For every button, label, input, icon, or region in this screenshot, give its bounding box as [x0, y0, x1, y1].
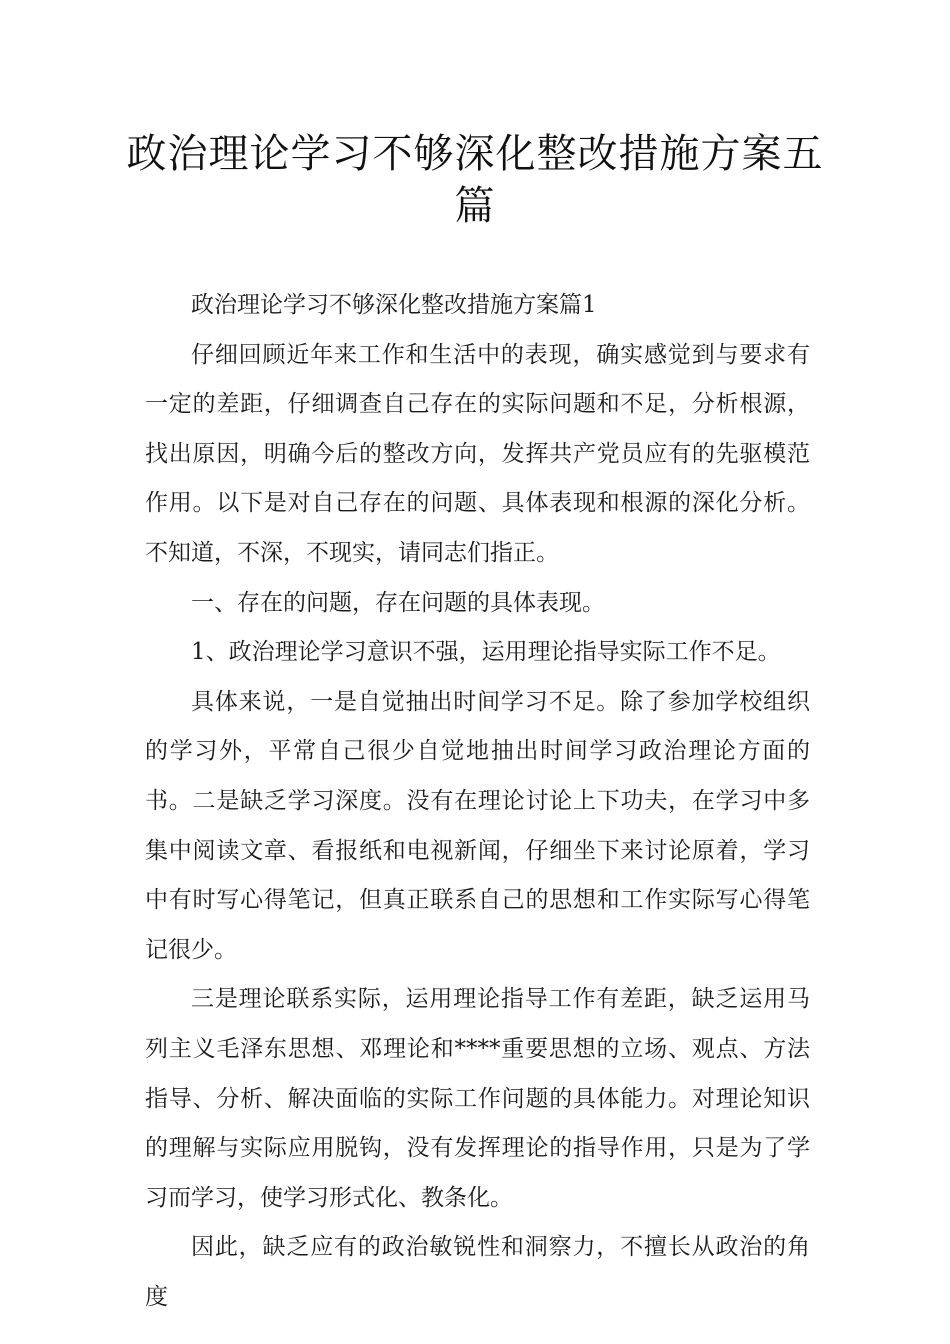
paragraph: 三是理论联系实际，运用理论指导工作有差距，缺乏运用马列主义毛泽东思想、邓理论和****重要思想的立场、观点、方法指导、分析、解决面临的实际工作问题的具体能力。对理论知识的理解与实际应用脱钩，没有发挥理论的指导作用，只是为了学习而学习，使学习形式化、教条化。 — [145, 986, 810, 1211]
document-body — [145, 281, 810, 1322]
document-title: 政治理论学习不够深化整改措施方案五篇 — [126, 131, 824, 229]
paragraph: 仔细回顾近年来工作和生活中的表现，确实感觉到与要求有一定的差距，仔细调查自己存在的实际问题和不足，分析根源，找出原因，明确今后的整改方向，发挥共产党员应有的先驱模范作用。以下是对自己存在的问题、具体表现和根源的深化分析。不知道，不深，不现实，请同志们指正。 — [145, 341, 810, 566]
paragraph: 1、政治理论学习意识不强，运用理论指导实际工作不足。 — [191, 639, 781, 666]
paragraph: 因此，缺乏应有的政治敏锐性和洞察力，不擅长从政治的角度 — [145, 1234, 810, 1310]
paragraph: 具体来说，一是自觉抽出时间学习不足。除了参加学校组织的学习外，平常自己很少自觉地抽出时间学习政治理论方面的书。二是缺乏学习深度。没有在理论讨论上下功夫，在学习中多集中阅读文章、看报纸和电视新闻，仔细坐下来讨论原着，学习中有时写心得笔记，但真正联系自己的思想和工作实际写心得笔记很少。 — [145, 688, 810, 963]
section-heading: 政治理论学习不够深化整改措施方案篇1 — [191, 292, 597, 318]
paragraph: 一、存在的问题，存在问题的具体表现。 — [191, 589, 605, 616]
